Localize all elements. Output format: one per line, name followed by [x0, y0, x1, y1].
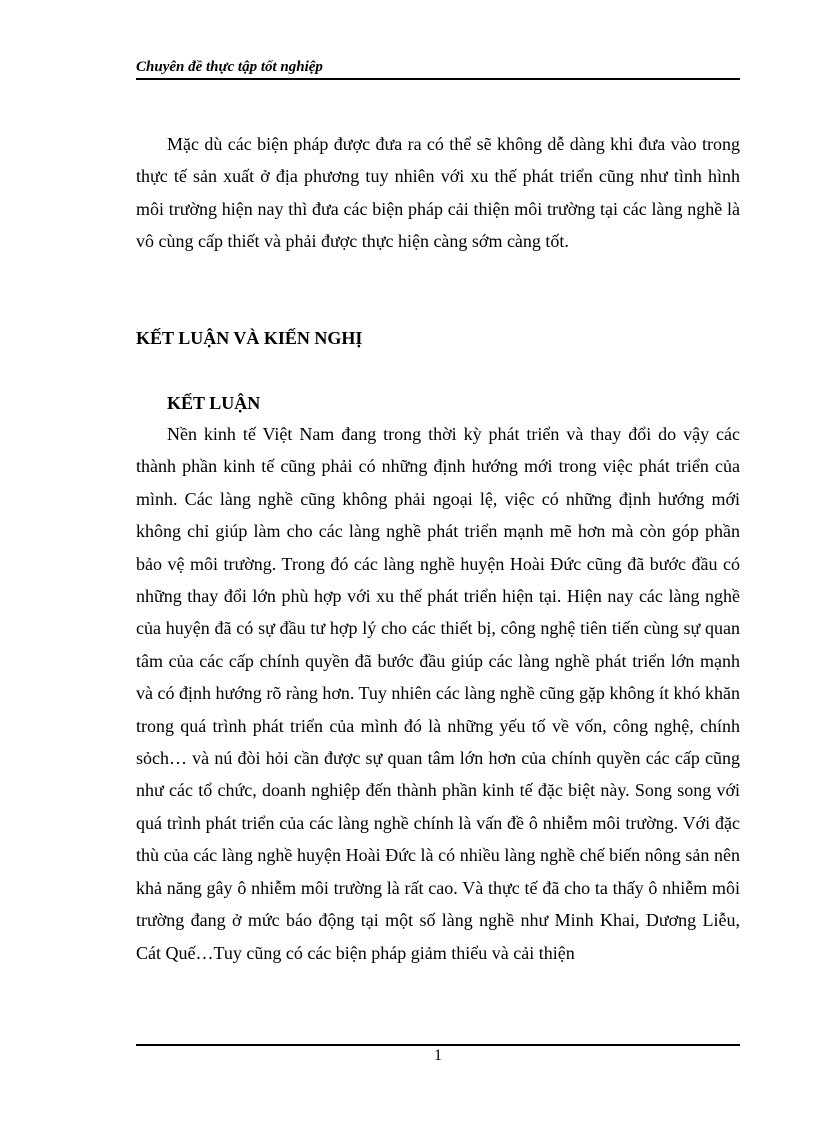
page-number: 1: [434, 1047, 442, 1064]
conclusion-paragraph: Nền kinh tế Việt Nam đang trong thời kỳ phát triển và thay đổi do vậy các thành phần kinh tế cũng phải có những định hướng mới trong việc phát triển của mình. Các làng nghề cũng không phải ngoại lệ, việc có những định hướng mới không chỉ giúp làm cho các làng nghề phát triển mạnh mẽ hơn mà còn góp phần bảo vệ môi trường. Trong đó các làng nghề huyện Hoài Đức cũng đã bước đầu có những thay đổi lớn phù hợp với xu thế phát triển hiện tại. Hiện nay các làng nghề của huyện đã có sự đầu tư hợp lý cho các thiết bị, công nghệ tiên tiến cùng sự quan tâm của các cấp chính quyền đã bước đầu giúp các làng nghề phát triển lớn mạnh và có định hướng rõ ràng hơn. Tuy nhiên các làng nghề cũng gặp không ít khó khăn trong quá trình phát triển của mình đó là những yếu tố về vốn, công nghệ, chính sỏch… và nú đòi hỏi cần được sự quan tâm lớn hơn của chính quyền các cấp cũng như các tổ chức, doanh nghiệp đến thành phần kinh tế đặc biệt này. Song song với quá trình phát triển của các làng nghề chính là vấn đề ô nhiễm môi trường. Với đặc thù của các làng nghề huyện Hoài Đức là có nhiều làng nghề chế biến nông sản nên khả năng gây ô nhiễm môi trường là rất cao. Và thực tế đã cho ta thấy ô nhiễm môi trường đang ở mức báo động tại một số làng nghề như Minh Khai, Dương Liễu, Cát Quế…Tuy cũng có các biện pháp giảm thiểu và cải thiện: [136, 424, 740, 963]
header-divider: [136, 78, 740, 80]
running-header: Chuyên đề thực tập tốt nghiệp: [136, 59, 323, 75]
subsection-heading: KẾT LUẬN: [167, 393, 261, 413]
footer-divider: [136, 1044, 740, 1046]
section-heading: KẾT LUẬN VÀ KIẾN NGHỊ: [136, 328, 363, 348]
intro-paragraph: Mặc dù các biện pháp được đưa ra có thể sẽ không dễ dàng khi đưa vào trong thực tế sản xuất ở địa phương tuy nhiên với xu thế phát triển cũng như tình hình môi trường hiện nay thì đưa các biện pháp cải thiện môi trường tại các làng nghề là vô cùng cấp thiết và phải được thực hiện càng sớm càng tốt.: [136, 134, 740, 252]
